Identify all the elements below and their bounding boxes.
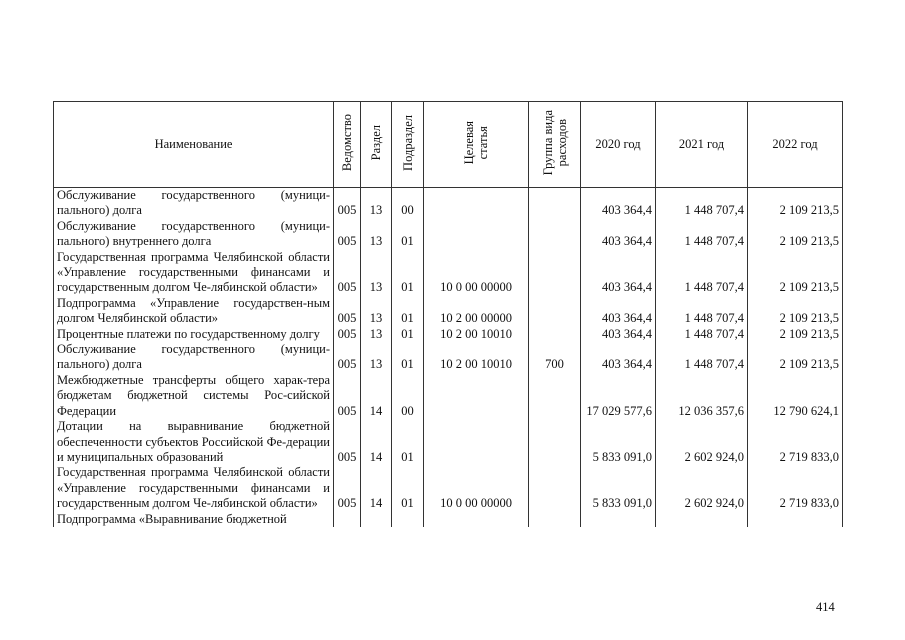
cell-y2020: 403 364,4: [581, 342, 656, 373]
cell-name: Дотации на выравнивание бюджетной обеспеченности субъектов Российской Фе-дерации и муниципальных образований: [54, 419, 334, 465]
cell-y2021: 1 448 707,4: [656, 219, 748, 250]
cell-y2022: 2 109 213,5: [748, 250, 843, 296]
cell-section: 13: [361, 342, 392, 373]
cell-group: [529, 250, 581, 296]
table-row: [54, 373, 843, 419]
table-row: [54, 327, 843, 342]
cell-group: [529, 373, 581, 419]
budget-table: [53, 101, 843, 527]
cell-group: [529, 512, 581, 527]
cell-subsection: 00: [392, 188, 424, 219]
cell-subsection: [392, 512, 424, 527]
cell-y2021: 2 602 924,0: [656, 465, 748, 511]
cell-y2022: 2 109 213,5: [748, 219, 843, 250]
header-section: Раздел: [361, 102, 392, 188]
cell-y2022: 2 109 213,5: [748, 296, 843, 327]
cell-dept: 005: [334, 373, 361, 419]
table-row: [54, 219, 843, 250]
cell-subsection: 01: [392, 327, 424, 342]
cell-dept: 005: [334, 296, 361, 327]
cell-y2020: 403 364,4: [581, 188, 656, 219]
header-subsection: Подраздел: [392, 102, 424, 188]
cell-y2022: 2 719 833,0: [748, 465, 843, 511]
cell-y2021: 1 448 707,4: [656, 188, 748, 219]
cell-name: Государственная программа Челябинской области «Управление государственными финансами и государственным долгом Че-лябинской области»: [54, 250, 334, 296]
table-row: [54, 250, 843, 296]
cell-section: 14: [361, 419, 392, 465]
cell-subsection: 01: [392, 465, 424, 511]
cell-target: 10 0 00 00000: [424, 250, 529, 296]
cell-y2021: 1 448 707,4: [656, 327, 748, 342]
table-row: [54, 296, 843, 327]
cell-group: [529, 219, 581, 250]
header-group: Группа вида расходов: [529, 102, 581, 188]
cell-target: [424, 512, 529, 527]
header-name: Наименование: [54, 102, 334, 188]
cell-y2021: 1 448 707,4: [656, 250, 748, 296]
cell-y2020: 17 029 577,6: [581, 373, 656, 419]
cell-y2022: 2 109 213,5: [748, 327, 843, 342]
table-row: [54, 512, 843, 527]
cell-y2022: 2 109 213,5: [748, 188, 843, 219]
cell-y2021: 1 448 707,4: [656, 296, 748, 327]
cell-subsection: 01: [392, 296, 424, 327]
cell-name: Процентные платежи по государственному долгу: [54, 327, 334, 342]
cell-section: 13: [361, 219, 392, 250]
cell-name: Обслуживание государственного (муници-пального) долга: [54, 188, 334, 219]
cell-y2022: 2 109 213,5: [748, 342, 843, 373]
cell-y2020: 403 364,4: [581, 296, 656, 327]
cell-y2021: 1 448 707,4: [656, 342, 748, 373]
cell-dept: 005: [334, 219, 361, 250]
cell-name: Подпрограмма «Управление государствен-ным долгом Челябинской области»: [54, 296, 334, 327]
cell-section: 14: [361, 465, 392, 511]
header-row: [54, 102, 843, 188]
cell-y2021: 12 036 357,6: [656, 373, 748, 419]
cell-target: [424, 419, 529, 465]
cell-group: [529, 327, 581, 342]
cell-target: [424, 373, 529, 419]
cell-y2020: 403 364,4: [581, 327, 656, 342]
cell-name: Межбюджетные трансферты общего харак-тера бюджетам бюджетной системы Рос-сийской Федерации: [54, 373, 334, 419]
cell-section: 14: [361, 373, 392, 419]
cell-group: [529, 296, 581, 327]
cell-dept: 005: [334, 250, 361, 296]
cell-group: [529, 465, 581, 511]
table-row: [54, 419, 843, 465]
header-2020: 2020 год: [581, 102, 656, 188]
cell-y2020: 403 364,4: [581, 219, 656, 250]
cell-y2022: 12 790 624,1: [748, 373, 843, 419]
cell-target: [424, 188, 529, 219]
cell-target: 10 2 00 00000: [424, 296, 529, 327]
cell-dept: [334, 512, 361, 527]
cell-subsection: 01: [392, 250, 424, 296]
cell-section: 13: [361, 250, 392, 296]
cell-target: 10 2 00 10010: [424, 342, 529, 373]
cell-dept: 005: [334, 342, 361, 373]
cell-y2020: [581, 512, 656, 527]
cell-group: [529, 188, 581, 219]
cell-dept: 005: [334, 465, 361, 511]
cell-y2020: 5 833 091,0: [581, 465, 656, 511]
cell-target: 10 2 00 10010: [424, 327, 529, 342]
header-2022: 2022 год: [748, 102, 843, 188]
cell-name: Обслуживание государственного (муници-пального) внутреннего долга: [54, 219, 334, 250]
cell-dept: 005: [334, 327, 361, 342]
cell-target: [424, 219, 529, 250]
cell-subsection: 01: [392, 342, 424, 373]
cell-subsection: 01: [392, 219, 424, 250]
cell-name: Подпрограмма «Выравнивание бюджетной: [54, 512, 334, 527]
cell-section: 13: [361, 296, 392, 327]
header-target: Целевая статья: [424, 102, 529, 188]
table-row: [54, 465, 843, 511]
cell-y2022: 2 719 833,0: [748, 419, 843, 465]
cell-section: 13: [361, 327, 392, 342]
cell-dept: 005: [334, 188, 361, 219]
cell-y2021: 2 602 924,0: [656, 419, 748, 465]
cell-y2021: [656, 512, 748, 527]
cell-group: [529, 419, 581, 465]
cell-subsection: 00: [392, 373, 424, 419]
table-row: [54, 188, 843, 219]
cell-section: 13: [361, 188, 392, 219]
cell-subsection: 01: [392, 419, 424, 465]
table-row: [54, 342, 843, 373]
header-dept: Ведомство: [334, 102, 361, 188]
page-number: 414: [816, 600, 835, 614]
cell-group: 700: [529, 342, 581, 373]
cell-y2022: [748, 512, 843, 527]
header-2021: 2021 год: [656, 102, 748, 188]
cell-section: [361, 512, 392, 527]
cell-name: Государственная программа Челябинской области «Управление государственными финансами и государственным долгом Че-лябинской области»: [54, 465, 334, 511]
cell-y2020: 403 364,4: [581, 250, 656, 296]
cell-target: 10 0 00 00000: [424, 465, 529, 511]
cell-dept: 005: [334, 419, 361, 465]
cell-y2020: 5 833 091,0: [581, 419, 656, 465]
cell-name: Обслуживание государственного (муници-пального) долга: [54, 342, 334, 373]
